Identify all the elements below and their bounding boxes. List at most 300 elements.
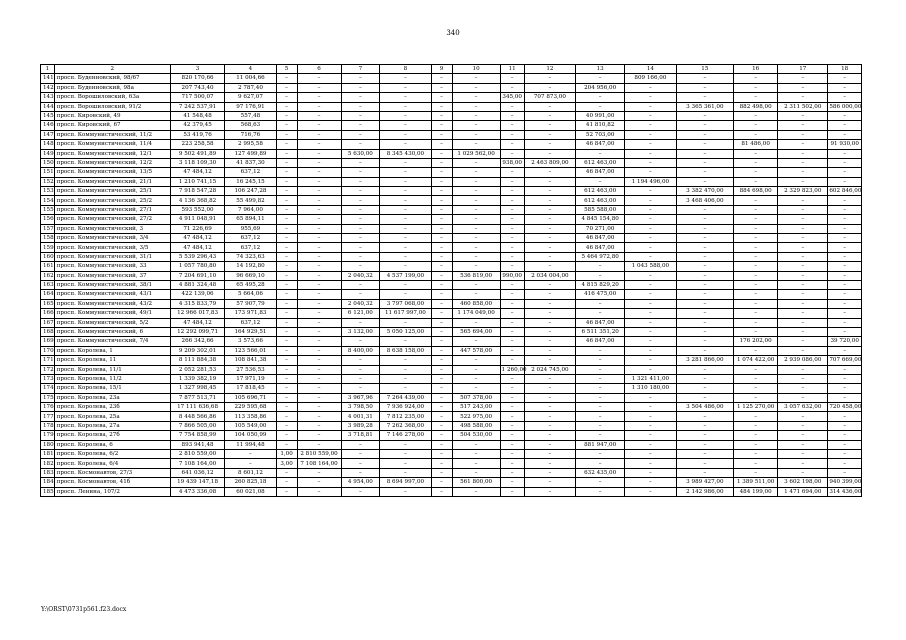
amount-cell: –: [828, 252, 862, 261]
amount-cell: –: [297, 130, 341, 139]
amount-cell: –: [524, 337, 575, 346]
amount-cell: 612 463,00: [576, 187, 625, 196]
amount-cell: –: [297, 102, 341, 111]
amount-cell: 164 929,51: [225, 327, 276, 336]
amount-cell: –: [676, 299, 734, 308]
address-cell: просп. Коммунистический, 38/1: [54, 280, 170, 289]
amount-cell: 2 040,32: [341, 271, 380, 280]
amount-cell: –: [380, 280, 431, 289]
amount-cell: –: [500, 421, 524, 430]
row-number-cell: 164.: [41, 290, 55, 299]
amount-cell: –: [625, 168, 676, 177]
amount-cell: –: [380, 459, 431, 468]
amount-cell: –: [431, 271, 452, 280]
amount-cell: –: [676, 224, 734, 233]
amount-cell: 70 271,00: [576, 224, 625, 233]
amount-cell: –: [380, 83, 431, 92]
amount-cell: 39 720,00: [828, 337, 862, 346]
amount-cell: 52 703,00: [576, 130, 625, 139]
amount-cell: –: [734, 196, 778, 205]
amount-cell: –: [297, 158, 341, 167]
amount-cell: –: [341, 74, 380, 83]
amount-cell: –: [276, 215, 297, 224]
amount-cell: 5 464 972,80: [576, 252, 625, 261]
amount-cell: –: [676, 234, 734, 243]
amount-cell: 9 627,07: [225, 93, 276, 102]
amount-cell: –: [625, 187, 676, 196]
amount-cell: –: [297, 403, 341, 412]
amount-cell: –: [276, 205, 297, 214]
table-row: [41, 262, 862, 271]
amount-cell: –: [576, 102, 625, 111]
amount-cell: –: [676, 271, 734, 280]
amount-cell: 460 858,00: [452, 299, 500, 308]
amount-cell: –: [341, 374, 380, 383]
amount-cell: –: [500, 111, 524, 120]
amount-cell: –: [380, 374, 431, 383]
amount-cell: 498 588,00: [452, 421, 500, 430]
amount-cell: –: [778, 280, 828, 289]
amount-cell: –: [297, 478, 341, 487]
amount-cell: –: [341, 130, 380, 139]
column-header-6: 6: [297, 65, 341, 74]
amount-cell: 42 379,45: [170, 121, 224, 130]
amount-cell: –: [734, 234, 778, 243]
amount-cell: 4 815 829,20: [576, 280, 625, 289]
amount-cell: 8 400,00: [341, 346, 380, 355]
amount-cell: 8 111 884,38: [170, 356, 224, 365]
amount-cell: –: [452, 187, 500, 196]
amount-cell: –: [380, 130, 431, 139]
amount-cell: –: [625, 478, 676, 487]
table-row: [41, 102, 862, 111]
amount-cell: –: [500, 440, 524, 449]
amount-cell: –: [500, 243, 524, 252]
amount-cell: –: [828, 440, 862, 449]
amount-cell: –: [524, 478, 575, 487]
amount-cell: 4 537 199,00: [380, 271, 431, 280]
amount-cell: –: [276, 158, 297, 167]
amount-cell: –: [297, 280, 341, 289]
amount-cell: –: [500, 468, 524, 477]
amount-cell: –: [828, 290, 862, 299]
address-cell: просп. Королева, 27а: [54, 421, 170, 430]
amount-cell: –: [341, 450, 380, 459]
address-cell: просп. Коммунистический, 6: [54, 327, 170, 336]
address-cell: просп. Коммунистический, 37: [54, 271, 170, 280]
amount-cell: –: [676, 450, 734, 459]
amount-cell: –: [524, 111, 575, 120]
amount-cell: –: [431, 431, 452, 440]
amount-cell: –: [676, 168, 734, 177]
amount-cell: –: [778, 168, 828, 177]
amount-cell: –: [500, 290, 524, 299]
amount-cell: –: [297, 365, 341, 374]
amount-cell: –: [297, 121, 341, 130]
amount-cell: –: [380, 177, 431, 186]
table-row: [41, 140, 862, 149]
address-cell: просп. Коммунистический, 25/2: [54, 196, 170, 205]
amount-cell: 2 024 745,00: [524, 365, 575, 374]
amount-cell: –: [676, 384, 734, 393]
amount-cell: –: [524, 468, 575, 477]
amount-cell: 108 841,38: [225, 356, 276, 365]
amount-cell: 1 471 694,00: [778, 487, 828, 496]
column-header-2: 2: [54, 65, 170, 74]
amount-cell: –: [276, 468, 297, 477]
table-row: [41, 168, 862, 177]
amount-cell: 7 812 235,00: [380, 412, 431, 421]
amount-cell: 3 718,81: [341, 431, 380, 440]
amount-cell: –: [828, 177, 862, 186]
amount-cell: –: [576, 356, 625, 365]
amount-cell: –: [276, 327, 297, 336]
address-cell: просп. Коммунистический, 25/1: [54, 187, 170, 196]
amount-cell: –: [524, 74, 575, 83]
amount-cell: –: [276, 149, 297, 158]
address-cell: просп. Кировский, 67: [54, 121, 170, 130]
amount-cell: –: [431, 102, 452, 111]
amount-cell: –: [625, 243, 676, 252]
amount-cell: –: [276, 337, 297, 346]
amount-cell: –: [341, 205, 380, 214]
amount-cell: –: [452, 290, 500, 299]
amount-cell: –: [734, 365, 778, 374]
amount-cell: –: [576, 431, 625, 440]
amount-cell: –: [500, 431, 524, 440]
table-row: [41, 224, 862, 233]
amount-cell: –: [734, 158, 778, 167]
amount-cell: 46 847,00: [576, 140, 625, 149]
amount-cell: –: [341, 121, 380, 130]
amount-cell: –: [676, 365, 734, 374]
amount-cell: –: [276, 224, 297, 233]
amount-cell: –: [431, 130, 452, 139]
amount-cell: –: [734, 149, 778, 158]
amount-cell: 522 975,00: [452, 412, 500, 421]
amount-cell: –: [524, 487, 575, 496]
row-number-cell: 166.: [41, 309, 55, 318]
amount-cell: –: [524, 346, 575, 355]
amount-cell: –: [500, 374, 524, 383]
amount-cell: –: [828, 468, 862, 477]
amount-cell: 4 473 336,08: [170, 487, 224, 496]
amount-cell: –: [500, 299, 524, 308]
amount-cell: –: [341, 262, 380, 271]
amount-cell: –: [778, 309, 828, 318]
amount-cell: –: [734, 431, 778, 440]
amount-cell: –: [276, 356, 297, 365]
amount-cell: –: [778, 468, 828, 477]
amount-cell: –: [297, 140, 341, 149]
amount-cell: –: [625, 271, 676, 280]
amount-cell: 557,48: [225, 111, 276, 120]
row-number-cell: 151.: [41, 168, 55, 177]
row-number-cell: 157.: [41, 224, 55, 233]
amount-cell: –: [452, 243, 500, 252]
amount-cell: –: [625, 487, 676, 496]
amount-cell: 46 847,00: [576, 168, 625, 177]
amount-cell: 593 552,00: [170, 205, 224, 214]
amount-cell: –: [297, 431, 341, 440]
amount-cell: –: [625, 440, 676, 449]
amount-cell: 637,12: [225, 168, 276, 177]
amount-cell: 11 004,66: [225, 74, 276, 83]
amount-cell: –: [500, 262, 524, 271]
amount-cell: –: [297, 468, 341, 477]
address-cell: просп. Коммунистический, 27/2: [54, 215, 170, 224]
amount-cell: –: [341, 215, 380, 224]
column-header-17: 17: [778, 65, 828, 74]
amount-cell: 345,00: [500, 93, 524, 102]
amount-cell: –: [276, 290, 297, 299]
amount-cell: –: [380, 450, 431, 459]
amount-cell: –: [625, 130, 676, 139]
amount-cell: –: [500, 337, 524, 346]
amount-cell: –: [431, 290, 452, 299]
amount-cell: –: [380, 337, 431, 346]
amount-cell: 204 956,00: [576, 83, 625, 92]
amount-cell: –: [676, 431, 734, 440]
amount-cell: –: [828, 149, 862, 158]
amount-cell: –: [778, 234, 828, 243]
amount-cell: –: [778, 431, 828, 440]
amount-cell: 7 204 691,10: [170, 271, 224, 280]
amount-cell: –: [576, 346, 625, 355]
amount-cell: 2 311 502,00: [778, 102, 828, 111]
amount-cell: –: [380, 121, 431, 130]
amount-cell: –: [828, 384, 862, 393]
amount-cell: –: [500, 403, 524, 412]
amount-cell: 55 499,82: [225, 196, 276, 205]
amount-cell: –: [431, 149, 452, 158]
amount-cell: –: [276, 384, 297, 393]
amount-cell: –: [380, 158, 431, 167]
amount-cell: 46 847,00: [576, 234, 625, 243]
row-number-cell: 156.: [41, 215, 55, 224]
amount-cell: 16 245,15: [225, 177, 276, 186]
amount-cell: –: [500, 140, 524, 149]
address-cell: просп. Королева, 23б: [54, 403, 170, 412]
amount-cell: –: [341, 252, 380, 261]
amount-cell: –: [500, 74, 524, 83]
amount-cell: –: [380, 243, 431, 252]
amount-cell: –: [276, 93, 297, 102]
amount-cell: –: [452, 158, 500, 167]
amount-cell: –: [828, 234, 862, 243]
table-row: [41, 346, 862, 355]
table-row: [41, 356, 862, 365]
table-row: [41, 83, 862, 92]
amount-cell: –: [380, 196, 431, 205]
amount-cell: 6 121,00: [341, 309, 380, 318]
amount-cell: 14 192,80: [225, 262, 276, 271]
amount-cell: –: [380, 205, 431, 214]
amount-cell: –: [297, 309, 341, 318]
table-row: [41, 318, 862, 327]
amount-cell: –: [452, 140, 500, 149]
amount-cell: –: [297, 318, 341, 327]
amount-cell: –: [828, 111, 862, 120]
amount-cell: –: [341, 140, 380, 149]
amount-cell: 7 936 924,00: [380, 403, 431, 412]
address-cell: просп. Космонавтов, 27/3: [54, 468, 170, 477]
column-header-14: 14: [625, 65, 676, 74]
amount-cell: 585 588,00: [576, 205, 625, 214]
amount-cell: –: [828, 224, 862, 233]
table-row: [41, 149, 862, 158]
amount-cell: –: [524, 262, 575, 271]
amount-cell: –: [734, 262, 778, 271]
amount-cell: –: [828, 280, 862, 289]
amount-cell: –: [524, 356, 575, 365]
amount-cell: –: [828, 327, 862, 336]
amount-cell: –: [452, 365, 500, 374]
amount-cell: 3 967,96: [341, 393, 380, 402]
amount-cell: –: [778, 337, 828, 346]
amount-cell: –: [828, 365, 862, 374]
address-cell: просп. Коммунистический, 3: [54, 224, 170, 233]
amount-cell: –: [297, 252, 341, 261]
amount-cell: –: [297, 374, 341, 383]
amount-cell: –: [500, 168, 524, 177]
table-row: [41, 290, 862, 299]
amount-cell: 1,00: [276, 450, 297, 459]
amount-cell: –: [676, 421, 734, 430]
amount-cell: 990,00: [500, 271, 524, 280]
table-row: [41, 158, 862, 167]
amount-cell: –: [625, 111, 676, 120]
amount-cell: –: [297, 337, 341, 346]
amount-cell: –: [500, 252, 524, 261]
amount-cell: 12 966 017,83: [170, 309, 224, 318]
amount-cell: –: [828, 450, 862, 459]
table-row: [41, 468, 862, 477]
amount-cell: –: [778, 243, 828, 252]
amount-cell: 632 435,00: [576, 468, 625, 477]
amount-cell: –: [452, 130, 500, 139]
row-number-cell: 176.: [41, 403, 55, 412]
amount-cell: –: [778, 205, 828, 214]
amount-cell: 7 866 505,00: [170, 421, 224, 430]
amount-cell: 884 698,00: [734, 187, 778, 196]
amount-cell: –: [734, 205, 778, 214]
amount-cell: –: [276, 374, 297, 383]
row-number-cell: 167.: [41, 318, 55, 327]
amount-cell: –: [524, 318, 575, 327]
amount-cell: –: [500, 346, 524, 355]
table-row: [41, 74, 862, 83]
amount-cell: –: [625, 412, 676, 421]
amount-cell: 127 499,89: [225, 149, 276, 158]
table-body: [41, 74, 862, 497]
amount-cell: –: [380, 168, 431, 177]
amount-cell: –: [431, 215, 452, 224]
amount-cell: –: [828, 431, 862, 440]
amount-cell: –: [431, 299, 452, 308]
amount-cell: –: [734, 111, 778, 120]
amount-cell: –: [524, 168, 575, 177]
amount-cell: –: [778, 196, 828, 205]
table-row: [41, 187, 862, 196]
amount-cell: 1 260,00: [501, 366, 527, 373]
amount-cell: –: [778, 412, 828, 421]
amount-cell: –: [276, 177, 297, 186]
amount-cell: –: [524, 243, 575, 252]
amount-cell: –: [341, 318, 380, 327]
table-row: [41, 205, 862, 214]
amount-cell: –: [276, 365, 297, 374]
amount-cell: –: [778, 224, 828, 233]
amount-cell: –: [452, 83, 500, 92]
amount-cell: –: [778, 393, 828, 402]
amount-cell: –: [625, 450, 676, 459]
amount-cell: –: [778, 318, 828, 327]
amount-cell: –: [828, 459, 862, 468]
amount-cell: 17 111 636,68: [170, 403, 224, 412]
amount-cell: –: [431, 365, 452, 374]
row-number-cell: 160.: [41, 252, 55, 261]
table-row: [41, 121, 862, 130]
amount-cell: 9 209 302,01: [170, 346, 224, 355]
amount-cell: –: [828, 130, 862, 139]
amount-cell: –: [828, 374, 862, 383]
amount-cell: –: [297, 271, 341, 280]
amount-cell: 882 498,00: [734, 102, 778, 111]
amount-cell: –: [452, 205, 500, 214]
amount-cell: –: [225, 450, 276, 459]
amount-cell: 5 539 296,43: [170, 252, 224, 261]
amount-cell: 707 669,00: [829, 357, 862, 364]
amount-cell: –: [341, 243, 380, 252]
amount-cell: –: [276, 346, 297, 355]
amount-cell: –: [380, 93, 431, 102]
row-number-cell: 178.: [41, 421, 55, 430]
amount-cell: –: [341, 187, 380, 196]
amount-cell: 517 243,00: [452, 403, 500, 412]
column-header-1: 1: [41, 65, 55, 74]
amount-cell: 173 971,83: [225, 309, 276, 318]
amount-cell: –: [431, 403, 452, 412]
row-number-cell: 172.: [41, 365, 55, 374]
row-number-cell: 179.: [41, 431, 55, 440]
amount-cell: –: [524, 421, 575, 430]
amount-cell: –: [576, 262, 625, 271]
amount-cell: –: [778, 421, 828, 430]
amount-cell: –: [676, 337, 734, 346]
amount-cell: –: [500, 280, 524, 289]
amount-cell: –: [500, 234, 524, 243]
amount-cell: –: [734, 252, 778, 261]
row-number-cell: 175.: [41, 393, 55, 402]
amount-cell: –: [625, 393, 676, 402]
row-number-cell: 162.: [41, 271, 55, 280]
amount-cell: 565 694,00: [452, 327, 500, 336]
amount-cell: –: [431, 83, 452, 92]
amount-cell: –: [380, 440, 431, 449]
amount-cell: –: [431, 421, 452, 430]
amount-cell: 2 329 823,00: [778, 187, 828, 196]
amount-cell: 586 000,00: [829, 103, 862, 110]
amount-cell: 4 845 154,80: [576, 215, 625, 224]
amount-cell: –: [524, 130, 575, 139]
amount-cell: 3 989,28: [341, 421, 380, 430]
amount-cell: 1 389 511,00: [734, 478, 778, 487]
header-row: [41, 65, 862, 74]
amount-cell: –: [778, 450, 828, 459]
amount-cell: 637,12: [225, 243, 276, 252]
amount-cell: –: [276, 234, 297, 243]
